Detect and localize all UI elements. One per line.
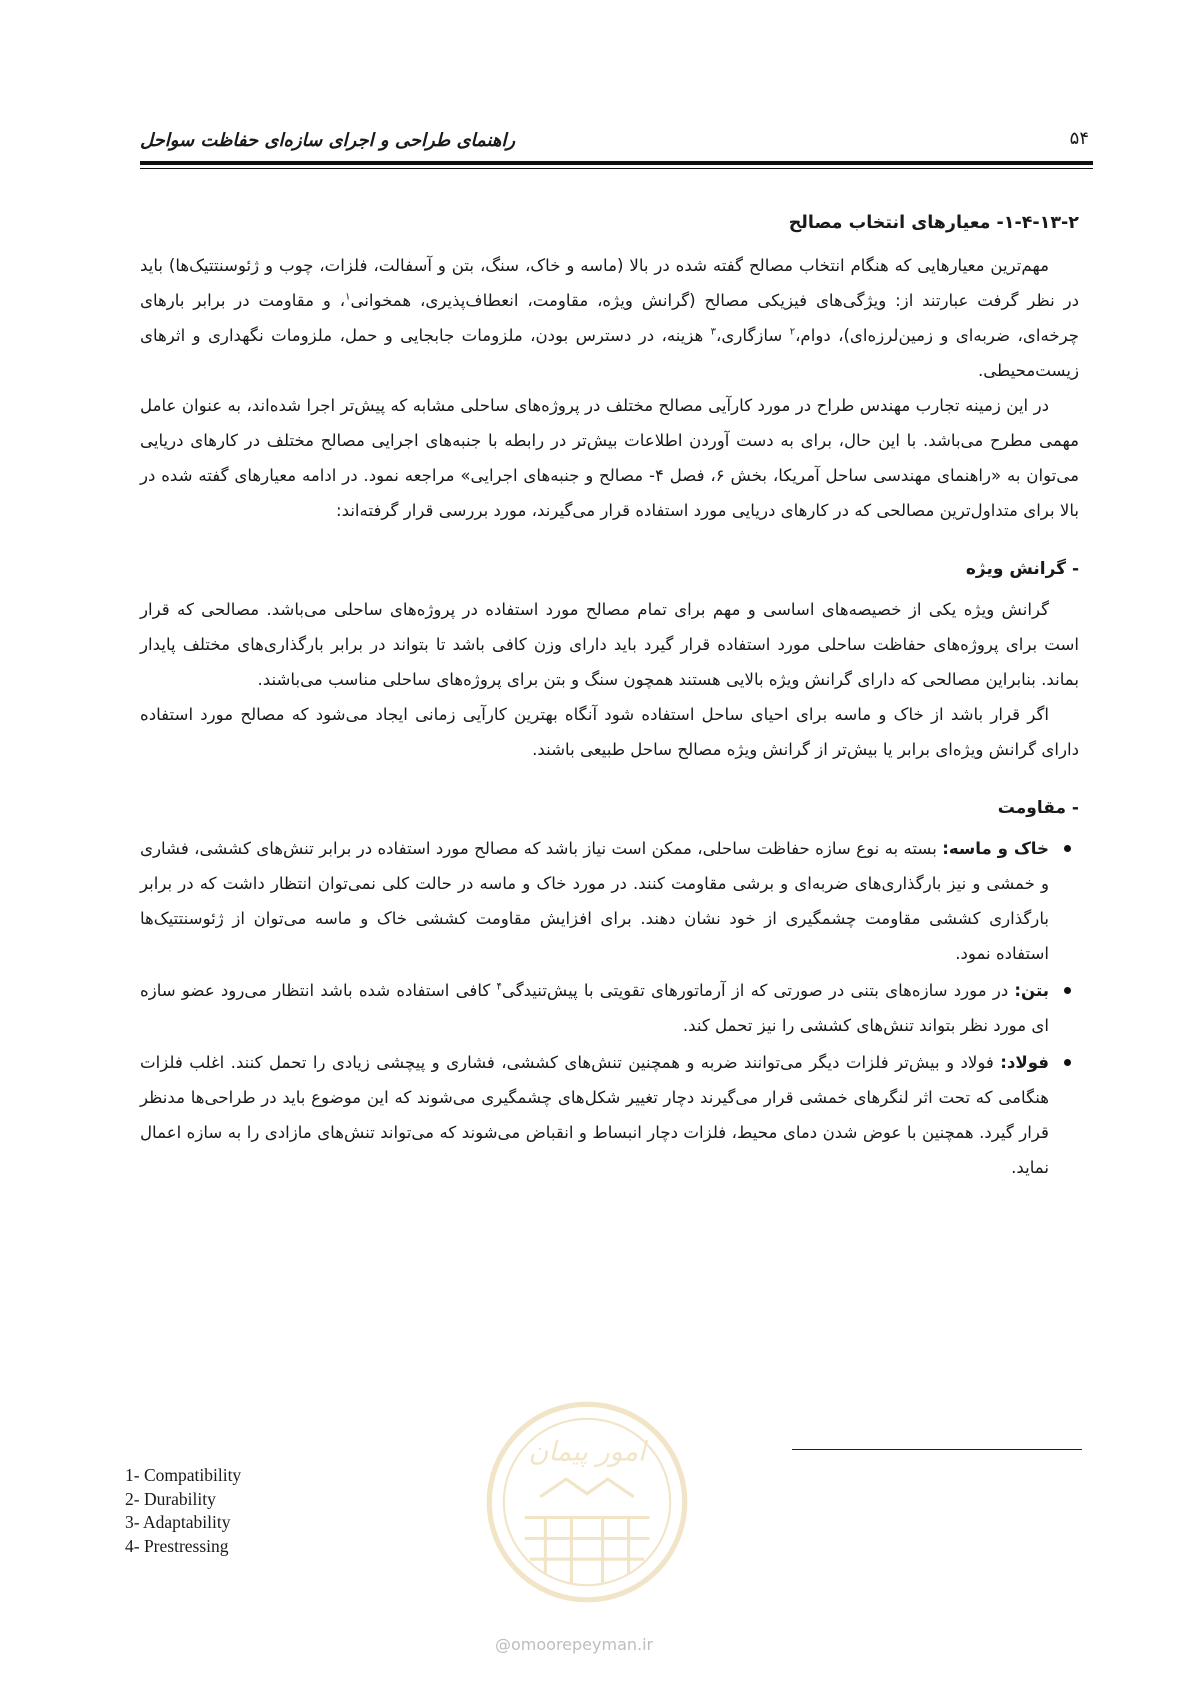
section-heading: ۱-۴-۱۳-۲- معیارهای انتخاب مصالح bbox=[788, 213, 1079, 233]
footnote-2: 2- Durability bbox=[125, 1488, 216, 1509]
item-text: در مورد سازه‌های بتنی در صورتی که از آرماتورهای تقویتی با پیش‌تنیدگی bbox=[501, 981, 1015, 1000]
footnote-4: 4- Prestressing bbox=[125, 1535, 229, 1556]
item-term: فولاد: bbox=[1000, 1053, 1049, 1072]
item-term: بتن: bbox=[1014, 981, 1049, 1000]
paragraph-text: سازگاری، bbox=[716, 326, 790, 345]
item-text: بسته به نوع سازه حفاظت ساحلی، ممکن است نیاز باشد که مصالح مورد استفاده در برابر تنش‌های کششی، فشاری و خمشی و نیز بارگذاری‌های ضربه‌ای و برشی مقاومت کنند. در مورد خاک و ماسه در حالت کلی نمی‌توان انتظار داشت که در برابر بارگذاری کششی مقاومت چشمگیری از خود نشان دهند. برای افزایش مقاومت کششی خاک و ماسه می‌توان از ژئوسنتتیک‌ها استفاده نمود. bbox=[140, 839, 1049, 963]
paragraph-experience: در این زمینه تجارب مهندس طراح در مورد کارآیی مصالح مختلف در پروژه‌های ساحلی مشابه که پیش‌تر اجرا شده‌اند، به عنوان عامل مهمی مطرح می‌باشد. با این حال، برای به دست آوردن اطلاعات بیش‌تر در رابطه با جنبه‌های اجرایی مصالح مختلف در کارهای دریایی می‌توان به «راهنمای مهندسی ساحل آمریکا، بخش ۶، فصل ۴- مصالح و جنبه‌های اجرایی» مراجعه نمود. در ادامه معیارهای گفته شده در بالا برای متداول‌ترین مصالحی که در کارهای دریایی مورد استفاده قرار می‌گیرند، مورد بررسی قرار گرفته‌اند: bbox=[140, 396, 1080, 520]
item-term: خاک و ماسه: bbox=[942, 839, 1049, 858]
footnote-ref-3: ۳ bbox=[710, 326, 717, 338]
header-rule-thin bbox=[140, 168, 1093, 169]
watermark-url: @omoorepeyman.ir bbox=[495, 1635, 654, 1654]
paragraph-criteria bbox=[140, 248, 1079, 388]
footnote-3: 3- Adaptability bbox=[125, 1512, 231, 1532]
bullet-icon bbox=[1064, 987, 1071, 994]
footnote-separator bbox=[792, 1449, 1082, 1450]
footnote-ref-2: ۲ bbox=[789, 326, 796, 338]
footnote-ref-4: ۴ bbox=[496, 981, 502, 993]
watermark-text: امور پیمان bbox=[528, 1436, 646, 1468]
item-text: کافی استفاده شده باشد انتظار می‌رود عضو سازه ای مورد نظر بتواند تنش‌های کششی را نیز تحمل کند. bbox=[140, 981, 1049, 1035]
strength-list bbox=[140, 831, 1079, 1185]
bullet-icon bbox=[1064, 845, 1071, 852]
list-item-steel bbox=[140, 1045, 1079, 1185]
paragraph-text: هزینه، در دسترس بودن، ملزومات جابجایی و حمل، ملزومات نگهداری و اثرهای زیست‌محیطی. bbox=[140, 326, 1079, 380]
paragraph-gravity-2: اگر قرار باشد از خاک و ماسه برای احیای ساحل استفاده شود آنگاه بهترین کارآیی زمانی ایجاد می‌شود که مصالح مورد استفاده دارای گرانش ویژه‌ای برابر یا بیش‌تر از گرانش ویژه مصالح ساحل طبیعی باشند. bbox=[140, 705, 1079, 759]
footnotes bbox=[125, 1464, 241, 1558]
page-header bbox=[140, 118, 1093, 158]
running-title: راهنمای طراحی و اجرای سازه‌ای حفاظت سواحل bbox=[140, 130, 516, 151]
page-number: ۵۴ bbox=[1069, 128, 1089, 149]
watermark-seal-icon bbox=[483, 1398, 691, 1606]
subheading-specific-gravity: - گرانش ویژه bbox=[965, 559, 1079, 579]
subheading-strength: - مقاومت bbox=[997, 798, 1079, 818]
paragraph-text: مهم‌ترین معیارهایی که هنگام انتخاب مصالح گفته شده در بالا (ماسه و خاک، سنگ، بتن و آسفالت، فلزات، چوب و ژئوسنتتیک‌ها) باید در نظر گرفت عبارتند از: ویژگی‌های فیزیکی مصالح (گرانش ویژه، مقاومت، انعطاف‌پذیری، همخوانی bbox=[140, 256, 1079, 310]
list-item-concrete bbox=[140, 973, 1079, 1043]
page-body bbox=[140, 208, 1079, 1187]
header-rule-thick bbox=[140, 161, 1093, 165]
list-item-soil-sand bbox=[140, 831, 1079, 971]
footnote-1: 1- Compatibility bbox=[125, 1465, 242, 1485]
footnote-ref-1: ۱ bbox=[345, 291, 351, 303]
item-text: فولاد و بیش‌تر فلزات دیگر می‌توانند ضربه و همچنین تنش‌های کششی، فشاری و پیچشی زیادی را تحمل کنند. اغلب فلزات هنگامی که تحت اثر لنگرهای خمشی قرار می‌گیرند دچار تغییر شکل‌های چشمگیری می‌شوند که این موضوع باید در طراحی‌ها مدنظر قرار گیرد. همچنین با عوض شدن دمای محیط، فلزات دچار انبساط و انقباض می‌شوند که می‌تواند تنش‌های مازادی را به سازه اعمال نماید. bbox=[140, 1053, 1049, 1177]
paragraph-gravity-1: گرانش ویژه یکی از خصیصه‌های اساسی و مهم برای تمام مصالح مورد استفاده در پروژه‌های ساحلی می‌باشد. مصالحی که قرار است برای پروژه‌های حفاظت ساحلی مورد استفاده قرار گیرد باید دارای وزن کافی باشد تا بتواند در برابر بارگذاری‌های مختلف پایدار بماند. بنابراین مصالحی که دارای گرانش ویژه بالایی هستند همچون سنگ و بتن برای پروژه‌های ساحلی مناسب می‌باشند. bbox=[140, 600, 1079, 689]
bullet-icon bbox=[1064, 1059, 1071, 1066]
paragraph-text: ، و مقاومت در برابر بارهای چرخه‌ای، ضربه‌ای و زمین‌لرزه‌ای)، دوام، bbox=[140, 291, 1080, 345]
